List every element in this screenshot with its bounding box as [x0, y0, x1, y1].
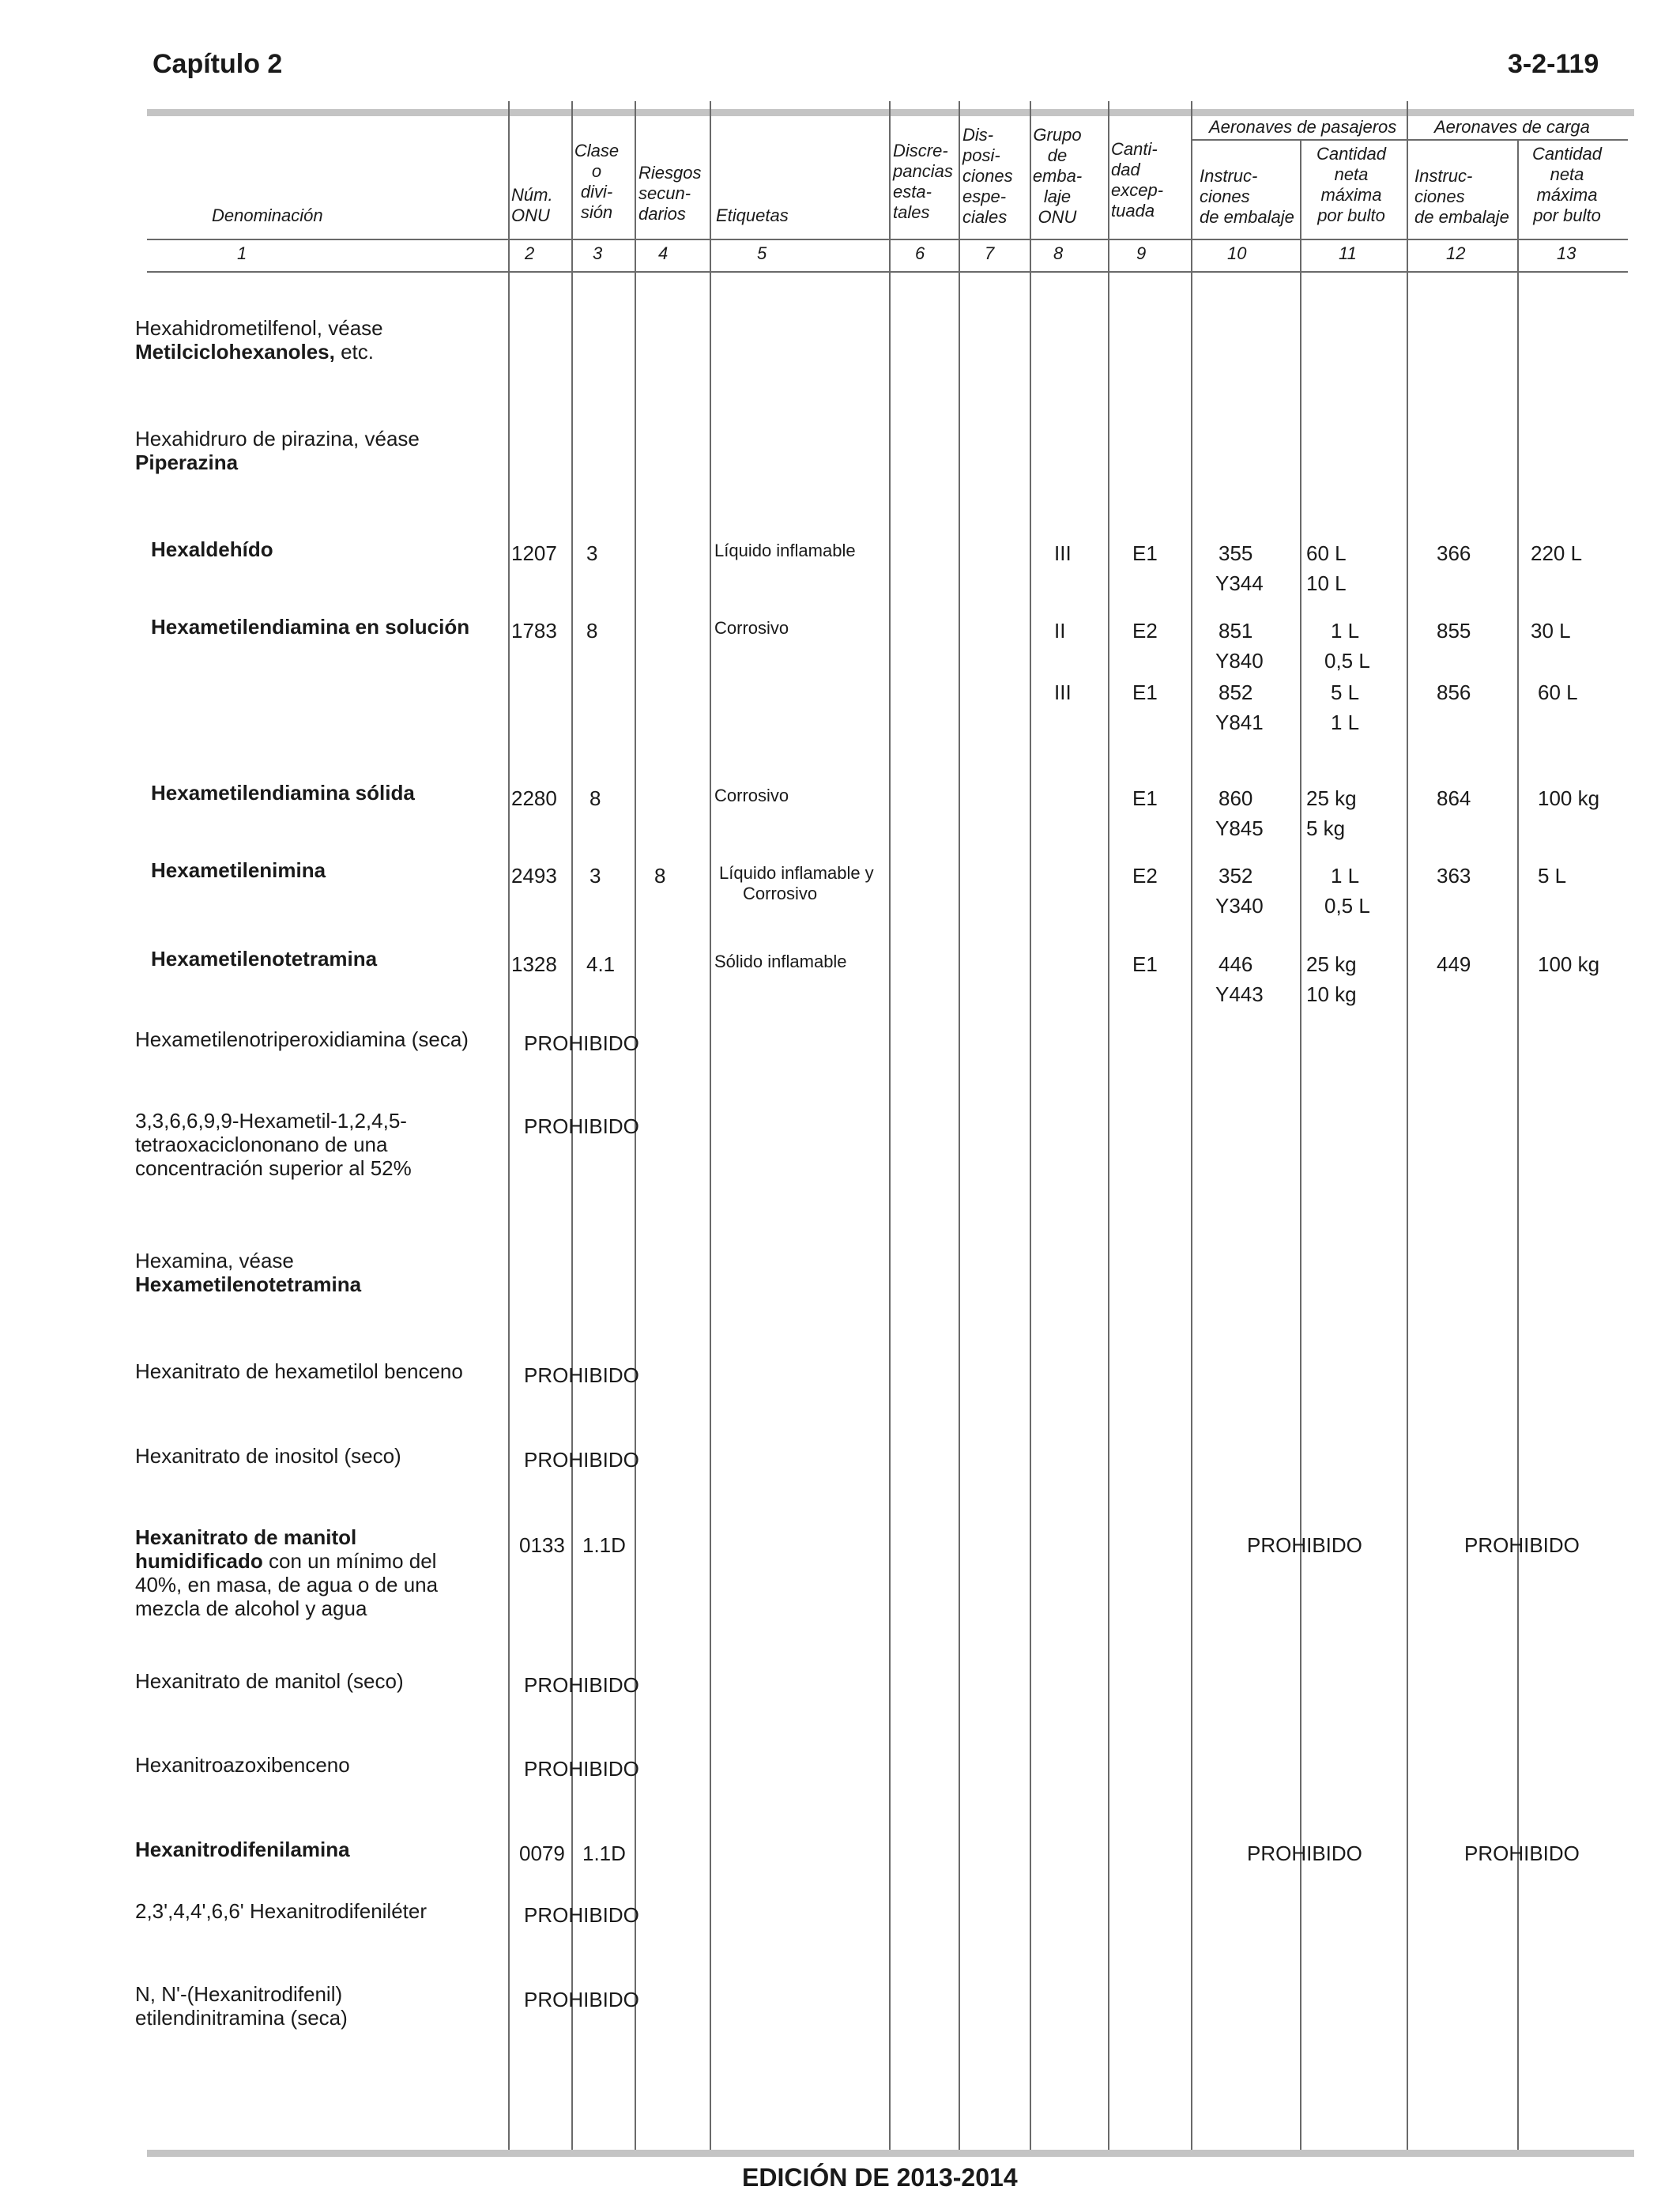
col-discrepancias: Discre- pancias esta- tales — [893, 141, 953, 222]
col-pas-instrucciones: Instruc- ciones de embalaje — [1200, 166, 1294, 227]
page-number: 3-2-119 — [1508, 49, 1599, 79]
col-group-carga: Aeronaves de carga — [1434, 117, 1590, 137]
header-bottom-line — [147, 239, 1628, 240]
row-hexahidruro-pirazina: Hexahidruro de pirazina, véase Piperazina — [135, 427, 420, 474]
col-riesgos: Riesgos secun- darios — [638, 163, 702, 224]
group-header-line — [1191, 139, 1628, 141]
edition-footer: EDICIÓN DE 2013-2014 — [742, 2163, 1018, 2192]
col-group-pasajeros: Aeronaves de pasajeros — [1209, 117, 1397, 137]
row-hexamina: Hexamina, véase Hexametilenotetramina — [135, 1249, 362, 1296]
row-hexahidrometilfenol: Hexahidrometilfenol, véase Metilciclohexanoles, etc. — [135, 316, 383, 364]
col-cantidad-exceptuada: Canti- dad excep- tuada — [1111, 139, 1164, 221]
col-clase: Clase o divi- sión — [574, 141, 620, 222]
col-etiquetas: Etiquetas — [716, 205, 789, 225]
col-pas-cantidad: Cantidad neta máxima por bulto — [1316, 144, 1387, 225]
colnum-bottom-line — [147, 271, 1628, 273]
chapter-title: Capítulo 2 — [153, 49, 283, 79]
col-car-cantidad: Cantidad neta máxima por bulto — [1531, 144, 1603, 225]
col-denominacion: Denominación — [212, 205, 323, 225]
bottom-rule — [147, 2150, 1634, 2157]
top-rule — [147, 109, 1634, 116]
col-grupo: Grupo de emba- laje ONU — [1032, 125, 1083, 227]
col-car-instrucciones: Instruc- ciones de embalaje — [1414, 166, 1509, 227]
col-disposiciones: Dis- posi- ciones espe- ciales — [962, 125, 1013, 227]
col-num-onu: Núm. ONU — [511, 185, 553, 225]
